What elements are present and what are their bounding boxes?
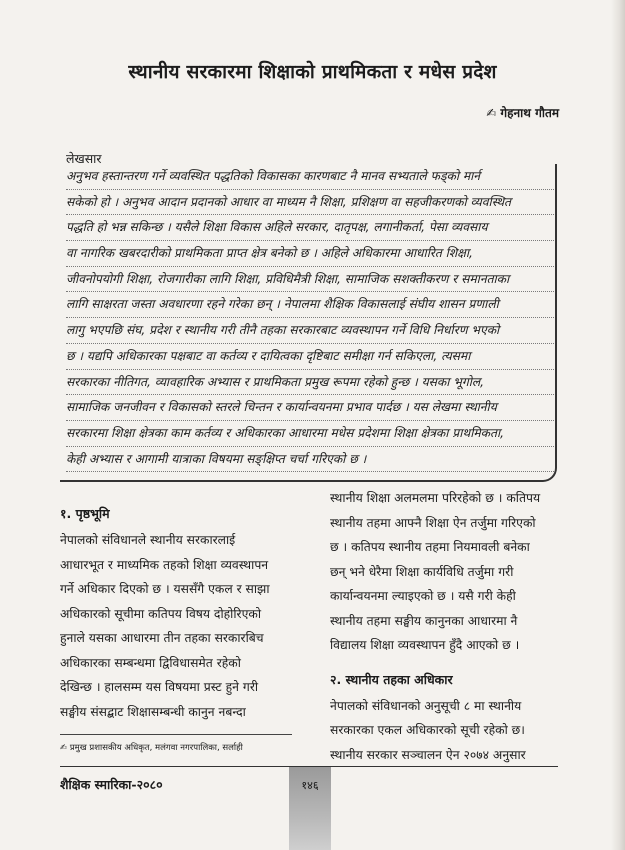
left-column [60, 500, 292, 724]
body-line: गर्ने अधिकार दिएको छ । यससँगै एकल र साझा [60, 582, 270, 596]
body-line: स्थानीय तहमा आफ्नै शिक्षा ऐन तर्जुमा गरिएको [330, 515, 536, 530]
body-line: स्थानीय तहमा सङ्घीय कानुनका आधारमा नै [330, 613, 518, 628]
abstract-line: लागु भएपछि संघ, प्रदेश र स्थानीय गरी तीनै तहका सरकारबाट व्यवस्थापन गर्ने विधि निर्धारण भएको [66, 318, 554, 344]
body-line: हुनाले यसका आधारमा तीन तहका सरकारबिच [60, 631, 264, 645]
body-line: देखिन्छ । हालसम्म यस विषयमा प्रस्ट हुने गरी [60, 680, 259, 694]
abstract-heading: लेखसार [66, 151, 102, 166]
section-heading-background: १. पृष्ठभूमि [60, 506, 110, 521]
page-number: १४६ [301, 779, 319, 792]
abstract-line: सामाजिक जनजीवन र विकासको स्तरले चिन्तन र कार्यान्वयनमा प्रभाव पार्दछ । यस लेखमा स्थानीय [66, 395, 554, 421]
abstract-line: जीवनोपयोगी शिक्षा, रोजगारीका लागि शिक्षा, प्रविधिमैत्री शिक्षा, सामाजिक सशक्तीकरण र समानताका [66, 267, 554, 293]
abstract-line: अनुभव हस्तान्तरण गर्ने व्यवस्थित पद्धतिको विकासका कारणबाट नै मानव सभ्यताले फड्को मार्न [66, 164, 554, 190]
body-line: सङ्घीय संसद्बाट शिक्षासम्बन्धी कानुन नबन्दा [60, 704, 246, 719]
body-line: अधिकारका सम्बन्धमा द्विविधासमेत रहेको [60, 655, 241, 670]
pen-writing-icon: ✍ [60, 743, 70, 753]
author-name: गेहनाथ गौतम [500, 106, 559, 120]
article-title: स्थानीय सरकारमा शिक्षाको प्राथमिकता र मधेस प्रदेश [128, 61, 497, 83]
body-line: स्थानीय सरकार सञ्चालन ऐन २०७४ अनुसार [330, 747, 526, 762]
footnote [60, 742, 243, 753]
abstract-text [66, 164, 554, 472]
right-column [330, 486, 560, 767]
abstract-line: सकेको हो । अनुभव आदान प्रदानको आधार वा माध्यम नै शिक्षा, प्रशिक्षण वा सहजीकरणको व्यवस्थित [66, 190, 554, 216]
page-edge-shadow [611, 0, 625, 850]
body-line: नेपालको संविधानले स्थानीय सरकारलाई [60, 533, 236, 547]
footnote-text: प्रमुख प्रशासकीय अधिकृत, मलंगवा नगरपालिका, सर्लाही [69, 743, 243, 753]
abstract-line: पद्धति हो भन्न सकिन्छ । यसैले शिक्षा विकास अहिले सरकार, दातृपक्ष, लगानीकर्ता, पेसा व्यवसाय [66, 215, 554, 241]
body-line: आधारभूत र माध्यमिक तहको शिक्षा व्यवस्थापन [60, 557, 269, 572]
body-line: सरकारका एकल अधिकारको सूची रहेको छ। [330, 723, 525, 737]
abstract-line: छ । यद्यपि अधिकारका पक्षबाट वा कर्तव्य र दायित्वका दृष्टिबाट समीक्षा गर्न सकिएला, त्यसमा [66, 344, 554, 370]
section-heading-local-rights: २. स्थानीय तहका अधिकार [330, 671, 453, 687]
abstract-line: सरकारमा शिक्षा क्षेत्रका काम कर्तव्य र अधिकारका आधारमा मधेस प्रदेशमा शिक्षा क्षेत्रका प्राथमिकता, [66, 421, 554, 447]
pen-writing-icon: ✍ [486, 106, 497, 120]
body-line: विद्यालय शिक्षा व्यवस्थापन हुँदै आएको छ । [330, 638, 520, 652]
abstract-line: वा नागरिक खबरदारीको प्राथमिकता प्राप्त क्षेत्र बनेको छ । अहिले अधिकारमा आधारित शिक्षा, [66, 241, 554, 267]
body-line: छ । कतिपय स्थानीय तहमा नियमावली बनेका [330, 540, 530, 554]
abstract-line: लागि साक्षरता जस्ता अवधारणा रहने गरेका छन् । नेपालमा शैक्षिक विकासलाई संघीय शासन प्रणाली [66, 292, 554, 318]
publication-name: शैक्षिक स्मारिका-२०८० [60, 777, 163, 792]
abstract-line: केही अभ्यास र आगामी यात्राका विषयमा सङ्क्षिप्त चर्चा गरिएको छ । [66, 447, 554, 473]
body-line: नेपालको संविधानको अनुसूची ८ मा स्थानीय [330, 698, 522, 713]
author-byline [486, 104, 559, 121]
footnote-divider [60, 734, 292, 735]
body-line: कार्यान्वयनमा ल्याइएको छ । यसै गरी केही [330, 589, 516, 603]
body-line: अधिकारको सूचीमा कतिपय विषय दोहोरिएको [60, 606, 261, 621]
body-line: स्थानीय शिक्षा अलमलमा परिरहेको छ । कतिपय [330, 491, 541, 505]
abstract-line: सरकारका नीतिगत, व्यावहारिक अभ्यास र प्राथमिकता प्रमुख रूपमा रहेको हुन्छ । यसका भूगोल, [66, 370, 554, 396]
body-line: छन् भने धेरैमा शिक्षा कार्यविधि तर्जुमा गरी [330, 564, 514, 579]
